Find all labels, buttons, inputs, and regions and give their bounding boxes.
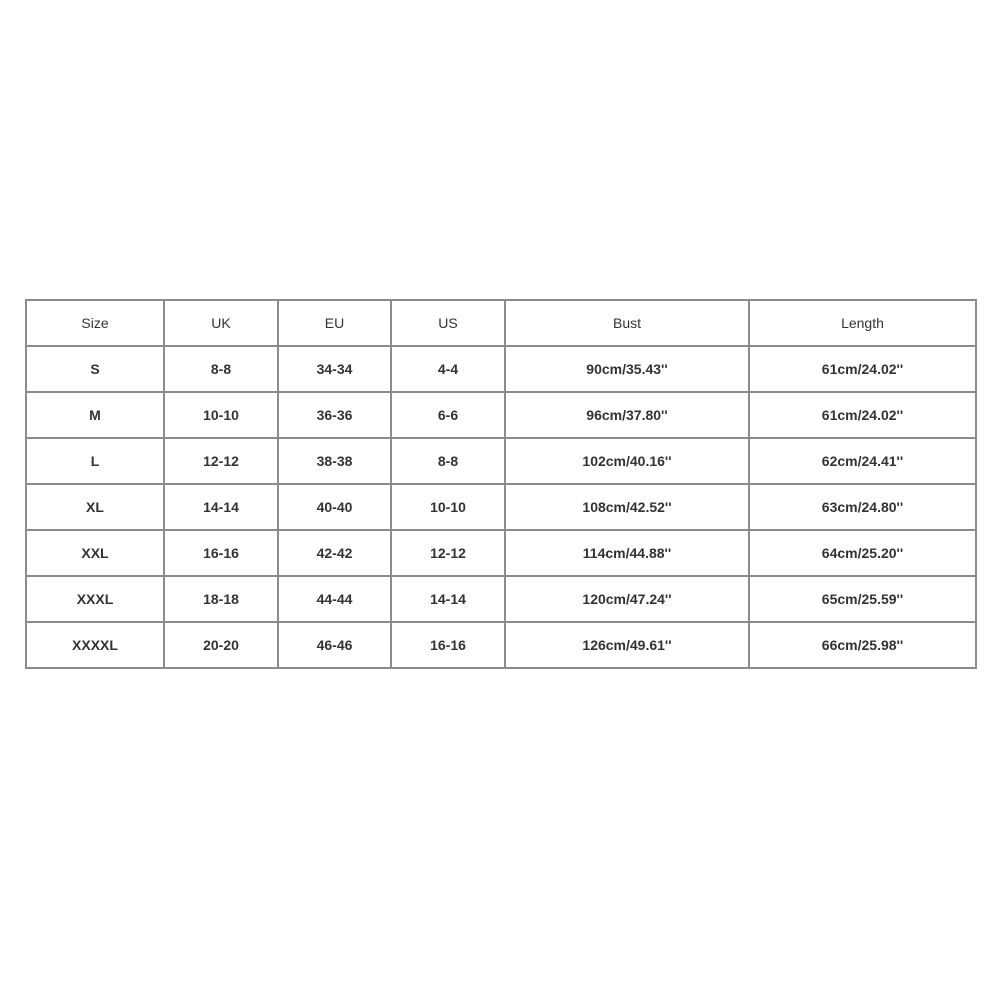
cell-length: 64cm/25.20'': [749, 530, 976, 576]
cell-size: XXXXL: [26, 622, 164, 668]
cell-eu: 40-40: [278, 484, 391, 530]
cell-length: 61cm/24.02'': [749, 346, 976, 392]
cell-us: 10-10: [391, 484, 505, 530]
table-row: [26, 576, 976, 622]
table-row: [26, 530, 976, 576]
cell-eu: 38-38: [278, 438, 391, 484]
cell-bust: 90cm/35.43'': [505, 346, 749, 392]
cell-us: 16-16: [391, 622, 505, 668]
cell-uk: 12-12: [164, 438, 278, 484]
cell-us: 4-4: [391, 346, 505, 392]
cell-eu: 42-42: [278, 530, 391, 576]
size-chart-table: [25, 299, 977, 669]
table-header-row: [26, 300, 976, 346]
cell-us: 6-6: [391, 392, 505, 438]
cell-bust: 126cm/49.61'': [505, 622, 749, 668]
cell-length: 66cm/25.98'': [749, 622, 976, 668]
table-row: [26, 346, 976, 392]
header-bust: Bust: [505, 300, 749, 346]
cell-eu: 46-46: [278, 622, 391, 668]
table-row: [26, 438, 976, 484]
cell-size: XL: [26, 484, 164, 530]
cell-uk: 10-10: [164, 392, 278, 438]
table-row: [26, 622, 976, 668]
cell-uk: 18-18: [164, 576, 278, 622]
table-row: [26, 392, 976, 438]
cell-size: XXXL: [26, 576, 164, 622]
cell-eu: 34-34: [278, 346, 391, 392]
cell-bust: 108cm/42.52'': [505, 484, 749, 530]
header-uk: UK: [164, 300, 278, 346]
cell-bust: 120cm/47.24'': [505, 576, 749, 622]
cell-uk: 16-16: [164, 530, 278, 576]
cell-eu: 36-36: [278, 392, 391, 438]
cell-size: M: [26, 392, 164, 438]
cell-length: 62cm/24.41'': [749, 438, 976, 484]
cell-length: 63cm/24.80'': [749, 484, 976, 530]
cell-uk: 8-8: [164, 346, 278, 392]
cell-uk: 20-20: [164, 622, 278, 668]
header-us: US: [391, 300, 505, 346]
header-length: Length: [749, 300, 976, 346]
cell-size: S: [26, 346, 164, 392]
cell-us: 14-14: [391, 576, 505, 622]
cell-bust: 96cm/37.80'': [505, 392, 749, 438]
cell-uk: 14-14: [164, 484, 278, 530]
cell-bust: 114cm/44.88'': [505, 530, 749, 576]
cell-length: 65cm/25.59'': [749, 576, 976, 622]
cell-size: L: [26, 438, 164, 484]
cell-us: 8-8: [391, 438, 505, 484]
header-eu: EU: [278, 300, 391, 346]
cell-length: 61cm/24.02'': [749, 392, 976, 438]
cell-us: 12-12: [391, 530, 505, 576]
header-size: Size: [26, 300, 164, 346]
table-row: [26, 484, 976, 530]
cell-size: XXL: [26, 530, 164, 576]
cell-bust: 102cm/40.16'': [505, 438, 749, 484]
cell-eu: 44-44: [278, 576, 391, 622]
